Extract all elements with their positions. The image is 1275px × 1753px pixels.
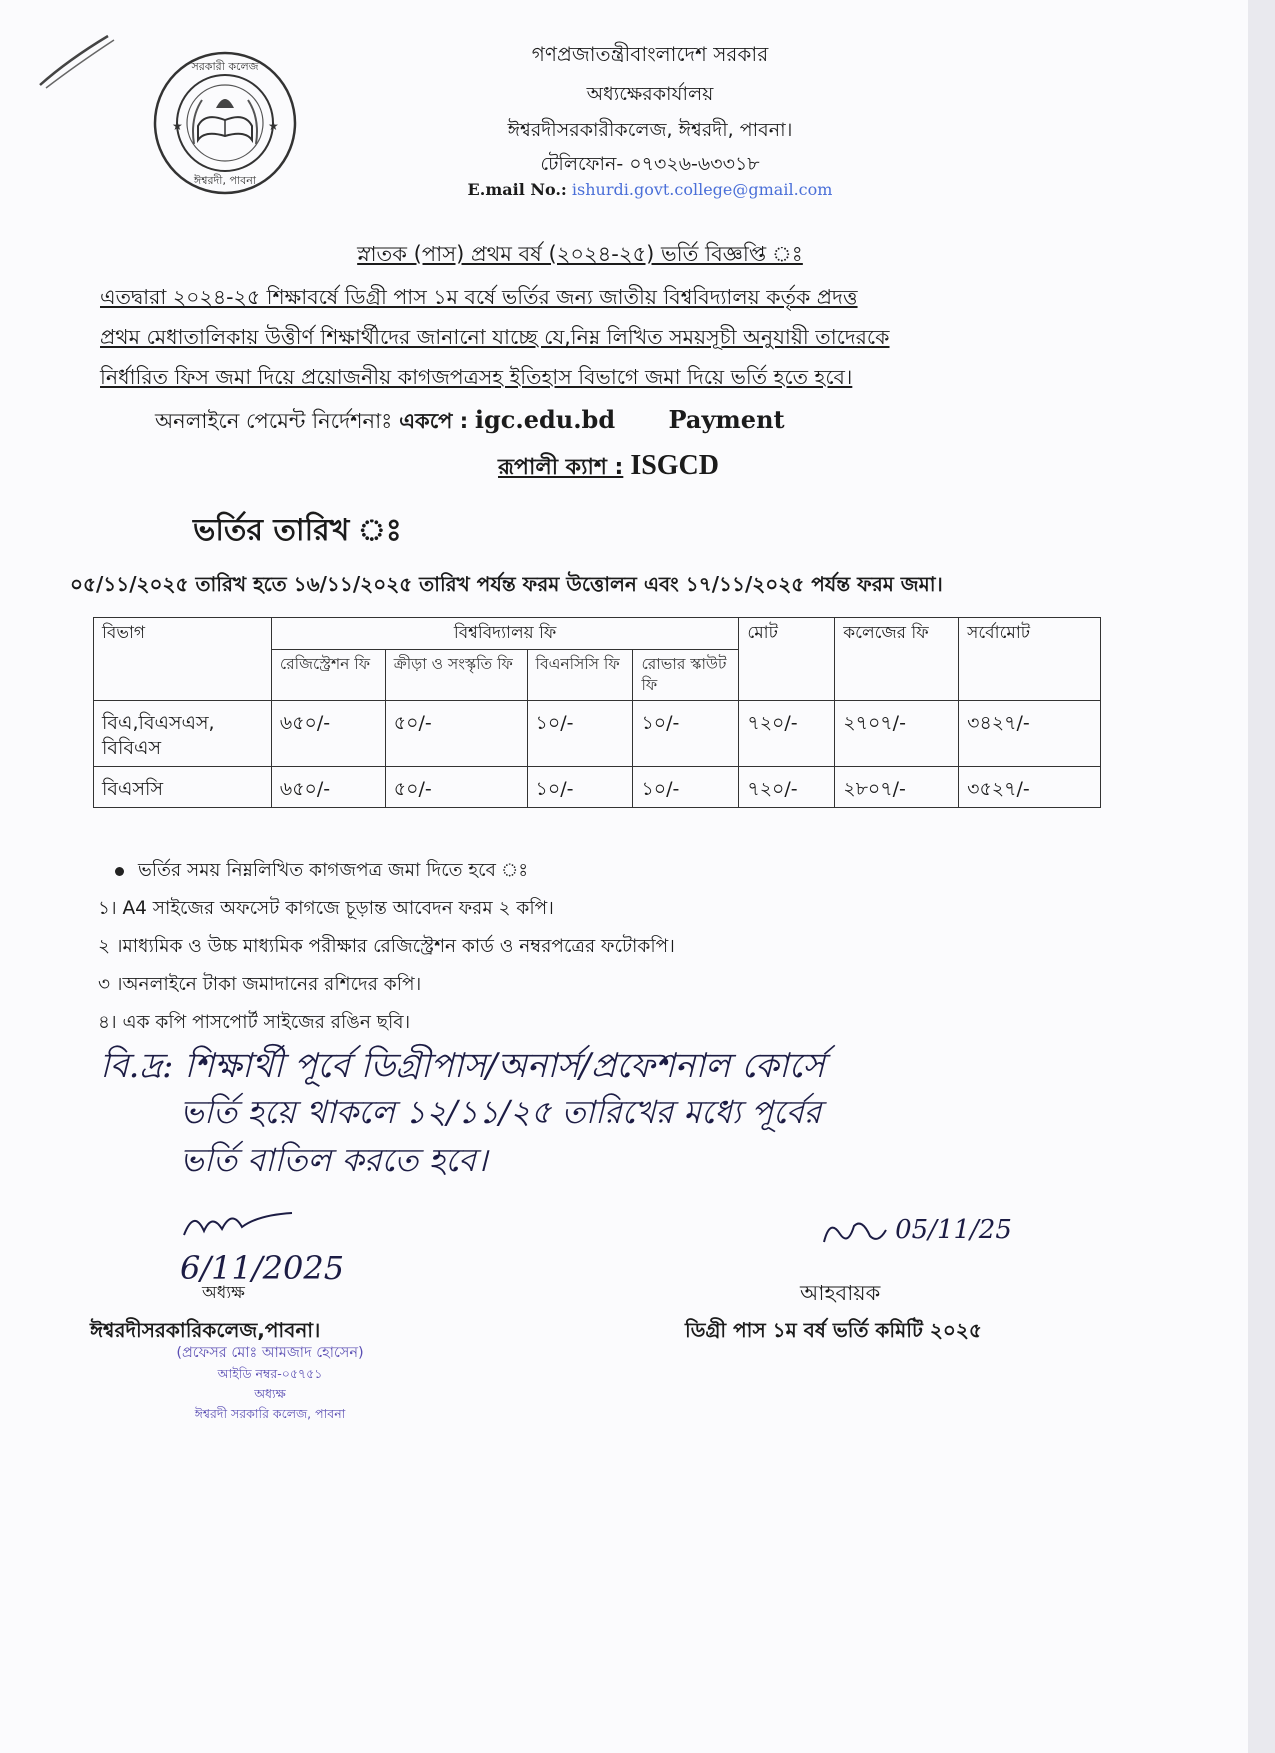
document-item-1: ১। A4 সাইজের অফসেট কাগজে চূড়ান্ত আবেদন ফরম ২ কপি। [98, 898, 554, 919]
telephone: টেলিফোন- ০৭৩২৬-৬৩৩১৮ [540, 153, 760, 175]
row-total: ৭২০/- [739, 767, 835, 808]
row-college-fee: ২৮০৭/- [835, 767, 959, 808]
principal-signature [180, 1205, 344, 1287]
handwritten-note-line-1: বি.দ্র: শিক্ষার্থী পূর্বে ডিগ্রীপাস/অনার্স/প্রফেশনাল কোর্সে [100, 1046, 825, 1086]
row-bncc: ১০/- [527, 700, 633, 766]
handwritten-note-line-3: ভর্তি বাতিল করতে হবে। [180, 1141, 488, 1179]
documents-heading: ভর্তির সময় নিম্নলিখিত কাগজপত্র জমা দিতে হবে ঃ [115, 856, 528, 887]
row-rover: ১০/- [633, 767, 739, 808]
table-row [94, 767, 1101, 808]
stamp-institution: ঈশ্বরদী সরকারি কলেজ, পাবনা [194, 1406, 346, 1421]
stamp-title: অধ্যক্ষ [254, 1386, 286, 1401]
row-rover: ১০/- [633, 700, 739, 766]
table-header-row [94, 618, 1101, 650]
seal-top-text: সরকারী কলেজ [191, 60, 259, 73]
subheader-registration: রেজিস্ট্রেশন ফি [271, 649, 385, 700]
ekpay-payment-word: Payment [668, 405, 785, 434]
ekpay-site: igc.edu.bd [474, 405, 616, 434]
subheader-sports: ক্রীড়া ও সংস্কৃতি ফি [385, 649, 527, 700]
pen-mark [38, 30, 118, 90]
svg-text:★: ★ [268, 119, 279, 133]
fee-table [93, 617, 1101, 808]
row-sports: ৫০/- [385, 700, 527, 766]
ekpay-label: একপে : [399, 409, 469, 433]
principal-signature-scribble [180, 1205, 300, 1245]
header-college-fee: কলেজের ফি [835, 618, 959, 701]
office-name: অধ্যক্ষেরকার্যালয় [586, 83, 714, 105]
principal-signature-date: 6/11/2025 [180, 1249, 345, 1287]
row-college-fee: ২৭০৭/- [835, 700, 959, 766]
admission-committee: ডিগ্রী পাস ১ম বর্ষ ভর্তি কমিটি ২০২৫ [685, 1318, 982, 1342]
row-sports: ৫০/- [385, 767, 527, 808]
principal-institution: ঈশ্বরদীসরকারিকলেজ,পাবনা। [90, 1318, 321, 1342]
table-row [94, 700, 1101, 766]
notice-line-2: প্রথম মেধাতালিকায় উত্তীর্ণ শিক্ষার্থীদের জানানো যাচ্ছে যে,নিম্ন লিখিত সময়সূচী অনুযায়ী তাদেরকে [100, 325, 890, 349]
row-grand-total: ৩৪২৭/- [959, 700, 1101, 766]
header-university-fee: বিশ্ববিদ্যালয় ফি [271, 618, 738, 650]
payment-label: অনলাইনে পেমেন্ট নির্দেশনাঃ [155, 409, 393, 433]
stamp-id: আইডি নম্বর-০৫৭৫১ [217, 1366, 323, 1381]
svg-text:★: ★ [172, 119, 183, 133]
convener-signature-date: 05/11/25 [895, 1215, 1012, 1245]
stamp-name: (প্রফেসর মোঃ আমজাদ হোসেন) [176, 1345, 364, 1361]
seal-bottom-text: ঈশ্বরদী, পাবনা [194, 174, 256, 187]
bullet-icon [115, 867, 124, 876]
row-department: বিএসসি [94, 767, 272, 808]
payment-instruction [155, 405, 785, 440]
document-item-4: ৪। এক কপি পাসপোর্ট সাইজের রঙিন ছবি। [98, 1012, 411, 1033]
government-name: গণপ্রজাতন্ত্রীবাংলাদেশ সরকার [531, 42, 769, 66]
email-label: E.mail No.: [467, 180, 567, 199]
row-bncc: ১০/- [527, 767, 633, 808]
subheader-bncc: বিএনসিসি ফি [527, 649, 633, 700]
row-registration: ৬৫০/- [271, 700, 385, 766]
college-seal-logo [150, 48, 300, 198]
handwritten-note-line-2: ভর্তি হয়ে থাকলে ১২/১১/২৫ তারিখের মধ্যে পূর্বের [180, 1093, 822, 1131]
row-registration: ৬৫০/- [271, 767, 385, 808]
rupali-code: ISGCD [630, 450, 720, 481]
notice-title: স্নাতক (পাস) প্রথম বর্ষ (২০২৪-২৫) ভর্তি বিজ্ঞপ্তি ঃ [357, 242, 803, 266]
rupali-label: রূপালী ক্যাশ : [498, 455, 624, 480]
convener-signature-scribble [820, 1216, 890, 1252]
row-grand-total: ৩৫২৭/- [959, 767, 1101, 808]
scan-edge [1248, 0, 1275, 1753]
header-department: বিভাগ [94, 618, 272, 701]
college-name: ঈশ্বরদীসরকারীকলেজ, ঈশ্বরদী, পাবনা। [507, 119, 793, 141]
row-total: ৭২০/- [739, 700, 835, 766]
document-item-3: ৩ ।অনলাইনে টাকা জমাদানের রশিদের কপি। [98, 974, 422, 995]
email-address[interactable]: ishurdi.govt.college@gmail.com [571, 180, 833, 199]
header-grand-total: সর্বোমোট [959, 618, 1101, 701]
notice-line-1: এতদ্বারা ২০২৪-২৫ শিক্ষাবর্ষে ডিগ্রী পাস ১ম বর্ষে ভর্তির জন্য জাতীয় বিশ্ববিদ্যালয় কর্তৃক প্রদত্ত [100, 285, 858, 309]
document-item-2: ২ ।মাধ্যমিক ও উচ্চ মাধ্যমিক পরীক্ষার রেজিস্ট্রেশন কার্ড ও নম্বরপত্রের ফটোকপি। [98, 936, 675, 957]
convener-label: আহবায়ক [800, 1281, 881, 1305]
principal-label: অধ্যক্ষ [202, 1283, 245, 1303]
convener-signature [820, 1215, 1012, 1252]
admission-date-heading: ভর্তির তারিখ ঃ [193, 513, 402, 548]
subheader-rover: রোভার স্কাউট ফি [633, 649, 739, 700]
header-total: মোট [739, 618, 835, 701]
admission-dates: ০৫/১১/২০২৫ তারিখ হতে ১৬/১১/২০২৫ তারিখ পর্যন্ত ফরম উত্তোলন এবং ১৭/১১/২০২৫ পর্যন্ত ফরম জমা। [70, 572, 943, 596]
notice-line-3: নির্ধারিত ফিস জমা দিয়ে প্রয়োজনীয় কাগজপত্রসহ ইতিহাস বিভাগে জমা দিয়ে ভর্তি হতে হবে। [100, 365, 853, 389]
rupali-cash-line [498, 450, 719, 487]
email-line [330, 180, 970, 199]
row-department: বিএ,বিএসএস, বিবিএস [94, 700, 272, 766]
